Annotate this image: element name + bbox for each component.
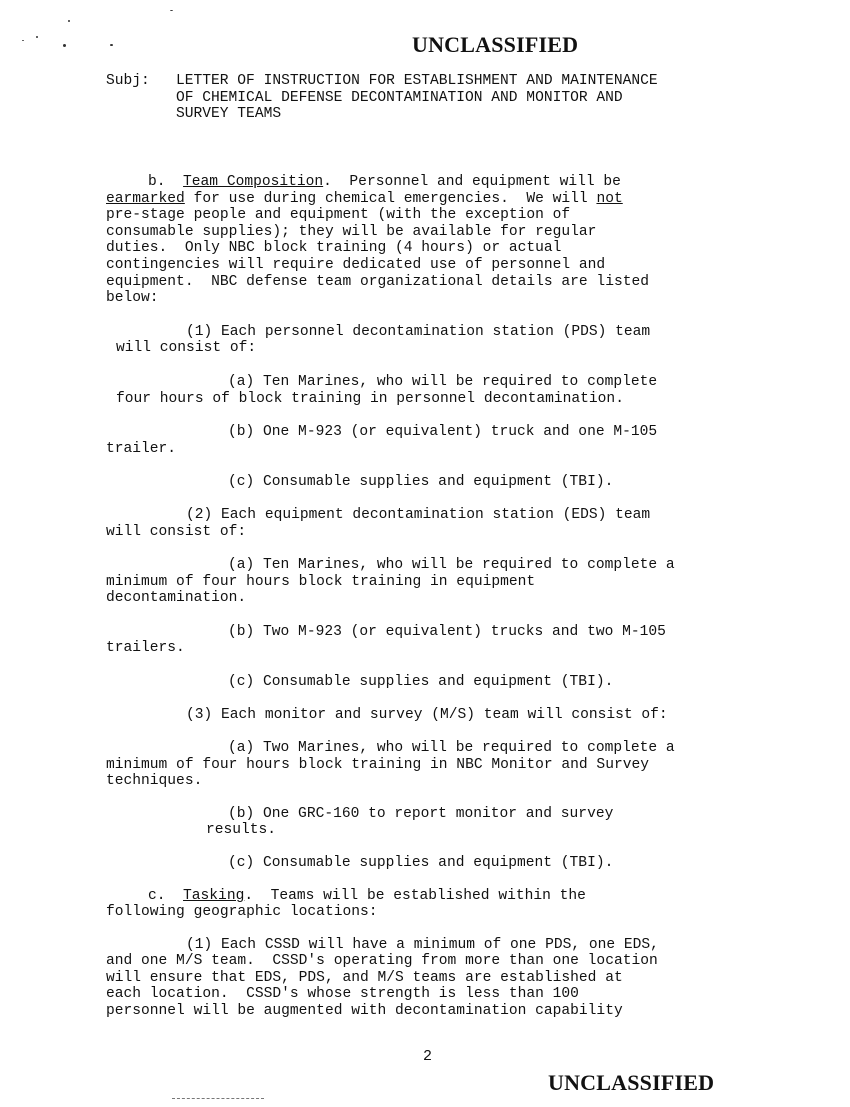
scan-speck: [68, 20, 70, 22]
scan-speck: [63, 44, 66, 47]
page-number: 2: [423, 1048, 433, 1065]
item-3c-line: (c) Consumable supplies and equipment (TBI).: [228, 855, 614, 871]
subject-line: SURVEY TEAMS: [176, 106, 282, 123]
item-c1-line: will ensure that EDS, PDS, and M/S teams are established at: [106, 970, 623, 986]
item-3-line: (3) Each monitor and survey (M/S) team will consist of:: [186, 707, 668, 723]
item-1b-line: (b) One M-923 (or equivalent) truck and one M-105: [228, 424, 658, 440]
para-b-line: consumable supplies); they will be available for regular: [106, 224, 597, 240]
para-b-line: below:: [106, 290, 159, 306]
item-1-line: will consist of:: [116, 340, 257, 356]
scan-speck: [110, 44, 113, 46]
classification-bottom: UNCLASSIFIED: [548, 1070, 715, 1095]
item-2b-line: (b) Two M-923 (or equivalent) trucks and two M-105: [228, 624, 666, 640]
item-1-line: (1) Each personnel decontamination station (PDS) team: [186, 324, 651, 340]
para-c-line: c. Tasking. Teams will be established within the: [148, 888, 586, 904]
item-2a-line: decontamination.: [106, 590, 247, 606]
para-b-line: earmarked for use during chemical emergencies. We will not: [106, 191, 623, 207]
subject-line: OF CHEMICAL DEFENSE DECONTAMINATION AND MONITOR AND: [176, 89, 623, 106]
item-1c-line: (c) Consumable supplies and equipment (TBI).: [228, 474, 614, 490]
item-c1-line: personnel will be augmented with decontamination capability: [106, 1003, 623, 1019]
subject-text: [176, 73, 658, 123]
subject-label: Subj:: [106, 73, 150, 89]
item-2a-line: minimum of four hours block training in equipment: [106, 574, 536, 590]
para-b-marker: b.: [148, 174, 166, 190]
item-3a-line: minimum of four hours block training in NBC Monitor and Survey: [106, 757, 649, 773]
item-1a-line: (a) Ten Marines, who will be required to complete: [228, 374, 658, 390]
item-c1-line: and one M/S team. CSSD's operating from more than one location: [106, 953, 658, 969]
para-b-line: contingencies will require dedicated use of personnel and: [106, 257, 606, 273]
para-b-line: pre-stage people and equipment (with the exception of: [106, 207, 571, 223]
item-3a-line: (a) Two Marines, who will be required to complete a: [228, 740, 675, 756]
item-c1-line: each location. CSSD's whose strength is less than 100: [106, 986, 579, 1002]
para-b-line: duties. Only NBC block training (4 hours) or actual: [106, 240, 562, 256]
item-1a-line: four hours of block training in personnel decontamination.: [116, 391, 624, 407]
item-2-line: will consist of:: [106, 524, 247, 540]
para-b-line: equipment. NBC defense team organizational details are listed: [106, 274, 649, 290]
item-2b-line: trailers.: [106, 640, 185, 656]
para-b-line: b. Team Composition. Personnel and equipment will be: [148, 174, 621, 190]
para-c-line: following geographic locations:: [106, 904, 378, 920]
item-c1-line: (1) Each CSSD will have a minimum of one PDS, one EDS,: [186, 937, 659, 953]
item-2a-line: (a) Ten Marines, who will be required to complete a: [228, 557, 675, 573]
para-c-heading: Tasking: [183, 888, 245, 904]
para-b-heading: Team Composition: [183, 174, 324, 190]
scan-speck: [22, 40, 24, 41]
item-3b-line: results.: [206, 822, 277, 838]
item-1b-line: trailer.: [106, 441, 177, 457]
subject-line: LETTER OF INSTRUCTION FOR ESTABLISHMENT AND MAINTENANCE: [176, 73, 658, 89]
item-2c-line: (c) Consumable supplies and equipment (TBI).: [228, 674, 614, 690]
item-3a-line: techniques.: [106, 773, 203, 789]
scan-speck: [36, 36, 38, 38]
para-c-marker: c.: [148, 888, 166, 904]
item-3b-line: (b) One GRC-160 to report monitor and survey: [228, 806, 614, 822]
item-2-line: (2) Each equipment decontamination station (EDS) team: [186, 507, 651, 523]
scan-speck: [170, 10, 173, 11]
classification-top: UNCLASSIFIED: [412, 32, 579, 57]
scan-artifact-line: [172, 1098, 264, 1099]
